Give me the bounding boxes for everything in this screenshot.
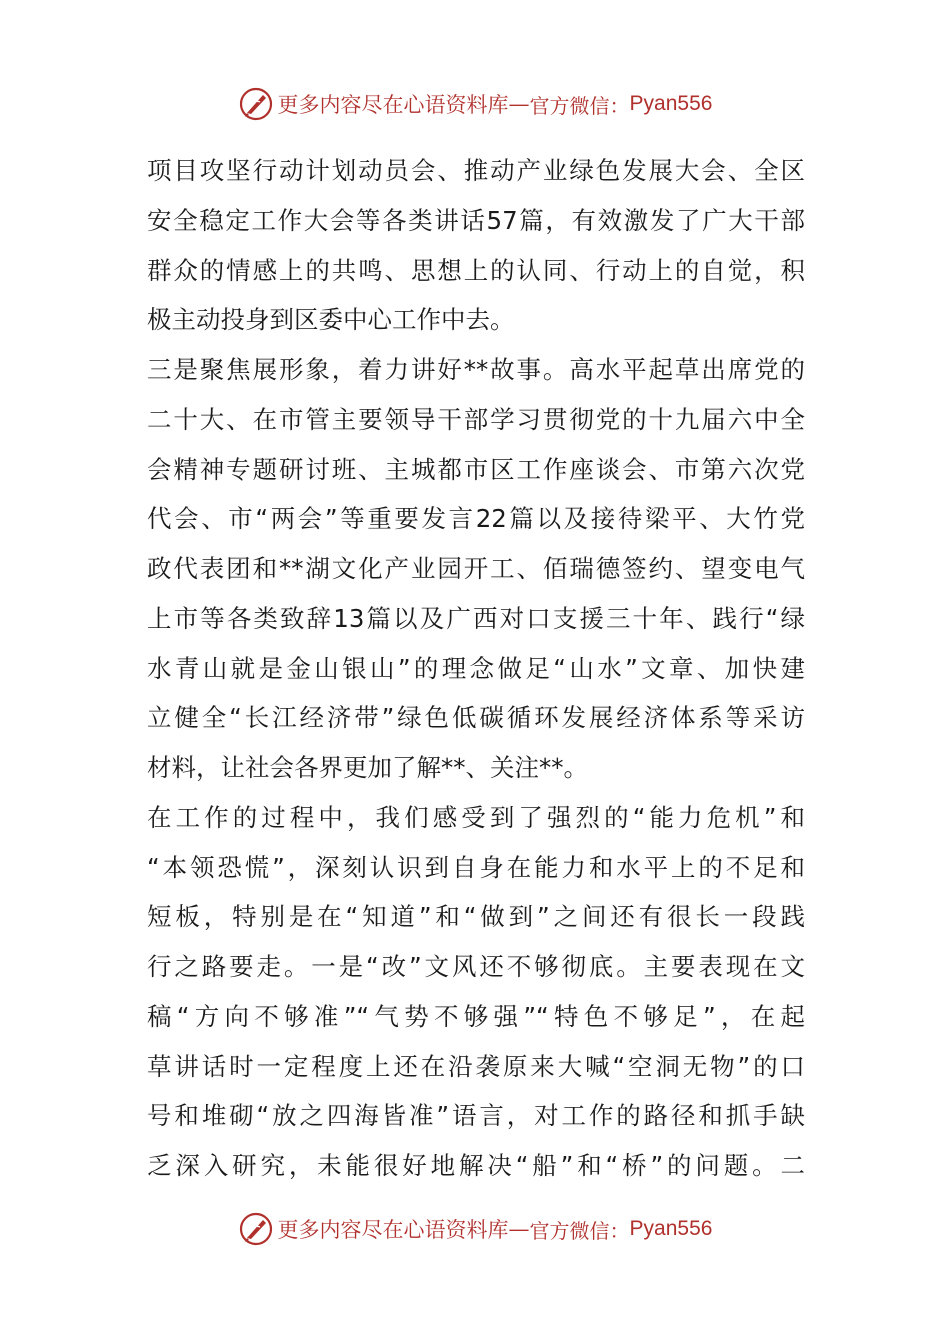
body-line: 安全稳定工作大会等各类讲话57篇，有效激发了广大干部 bbox=[147, 205, 805, 235]
watermark-wechat-id: Pyan556 bbox=[629, 1217, 713, 1240]
body-line: 行之路要走。一是“改”文风还不够彻底。主要表现在文 bbox=[147, 952, 805, 981]
body-line: 项目攻坚行动计划动员会、推动产业绿色发展大会、全区 bbox=[147, 156, 805, 185]
body-line: 政代表团和**湖文化产业园开工、佰瑞德签约、望变电气 bbox=[147, 554, 805, 583]
watermark-site-text: 更多内容尽在心语资料库 bbox=[277, 1218, 509, 1242]
body-line: 短板，特别是在“知道”和“做到”之间还有很长一段践 bbox=[147, 902, 805, 932]
body-line: 草讲话时一定程度上还在沿袭原来大喊“空洞无物”的口 bbox=[147, 1051, 805, 1081]
body-line: 在工作的过程中，我们感受到了强烈的“能力危机”和 bbox=[147, 802, 805, 832]
body-line: 号和堆砌“放之四海皆准”语言，对工作的路径和抓手缺 bbox=[147, 1101, 805, 1131]
body-line: 乏深入研究，未能很好地解决“船”和“桥”的问题。二 bbox=[147, 1151, 805, 1180]
body-line: 极主动投身到区委中心工作中去。 bbox=[147, 305, 515, 335]
quill-pen-icon bbox=[238, 86, 274, 122]
watermark-dash: — bbox=[508, 1217, 530, 1241]
body-line: 稿“方向不够准”“气势不够强”“特色不够足”，在起 bbox=[147, 1001, 805, 1031]
quill-pen-icon bbox=[238, 1211, 274, 1247]
body-line: 立健全“长江经济带”绿色低碳循环发展经济体系等采访 bbox=[147, 703, 805, 733]
body-line: “本领恐慌”，深刻认识到自身在能力和水平上的不足和 bbox=[147, 852, 805, 882]
watermark-site-text: 更多内容尽在心语资料库 bbox=[277, 93, 509, 117]
document-body bbox=[147, 146, 805, 1191]
watermark-wechat-id: Pyan556 bbox=[629, 92, 713, 115]
watermark-label: 官方微信： bbox=[529, 93, 630, 118]
body-line: 水青山就是金山银山”的理念做足“山水”文章、加快建 bbox=[147, 653, 805, 683]
watermark-label: 官方微信： bbox=[529, 1218, 630, 1243]
body-line: 三是聚焦展形象，着力讲好**故事。高水平起草出席党的 bbox=[147, 355, 805, 384]
body-line: 群众的情感上的共鸣、思想上的认同、行动上的自觉，积 bbox=[147, 255, 805, 285]
body-line: 上市等各类致辞13篇以及广西对口支援三十年、践行“绿 bbox=[147, 603, 805, 633]
body-line: 二十大、在市管主要领导干部学习贯彻党的十九届六中全 bbox=[147, 404, 805, 434]
body-line: 会精神专题研讨班、主城都市区工作座谈会、市第六次党 bbox=[147, 454, 805, 484]
body-line: 代会、市“两会”等重要发言22篇以及接待梁平、大竹党 bbox=[147, 504, 805, 534]
body-line: 材料，让社会各界更加了解**、关注**。 bbox=[147, 753, 588, 782]
watermark-dash: — bbox=[508, 92, 530, 116]
footer-watermark bbox=[0, 1209, 950, 1249]
header-watermark bbox=[0, 84, 950, 124]
